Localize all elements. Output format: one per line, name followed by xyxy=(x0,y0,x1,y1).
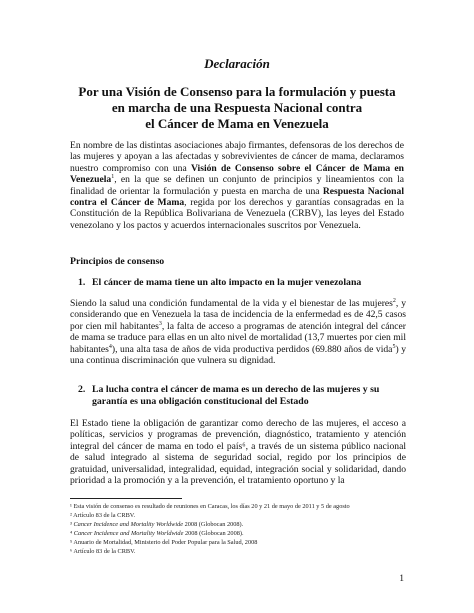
footnote-3-rest: 2008 (Globocan 2008). xyxy=(183,521,244,528)
footnote-divider xyxy=(70,498,182,499)
subtitle-line-3: el Cáncer de Mama en Venezuela xyxy=(145,116,329,131)
subtitle-line-1: Por una Visión de Consenso para la formulación y puesta xyxy=(78,84,396,99)
document-subtitle xyxy=(60,84,414,132)
footnote-4-source: Cancer Incidence and Mortality Worldwide xyxy=(73,530,184,537)
subtitle-line-2: en marcha de una Respuesta Nacional contra xyxy=(111,100,363,115)
intro-bold-vision: Visión de Consenso sobre el Cáncer de Mama en Venezuela xyxy=(70,162,404,186)
footnote-ref-3: 3 xyxy=(158,320,162,327)
footnote-ref-5: 5 xyxy=(392,343,396,350)
p1-text-4: ), una alta tasa de años de vida productiva perdidos (69.880 años de vida xyxy=(111,343,393,355)
footnote-4 xyxy=(70,529,410,538)
intro-text-2: , en la que se definen un conjunto de principios y lineamientos con la finalidad de orientar la formulación y puesta en marcha de una xyxy=(70,174,404,197)
footnote-6: ⁶ Artículo 83 de la CRBV. xyxy=(70,548,136,555)
footnote-4-rest: 2008 (Globocan 2008). xyxy=(183,530,244,537)
document-title: Declaración xyxy=(204,56,270,71)
principles-heading: Principios de consenso xyxy=(70,256,165,267)
p1-text-2: , y considerando que en Venezuela la tasa de incidencia de la enfermedad es de 42,5 casos por cien mil habitantes xyxy=(70,298,406,332)
footnote-ref-2: 2 xyxy=(392,297,396,304)
principle-1-title: El cáncer de mama tiene un alto impacto en la mujer venezolana xyxy=(92,277,362,288)
principle-2-number: 2. xyxy=(78,384,86,395)
footnote-3-source: Cancer Incidence and Mortality Worldwide xyxy=(73,521,184,528)
principle-2-title: La lucha contra el cáncer de mama es un derecho de las mujeres y su garantía es una obligación constitucional del Estado xyxy=(92,384,380,407)
footnote-3-mark: ³ xyxy=(70,521,74,528)
footnotes-list xyxy=(70,502,410,556)
principle-1-number: 1. xyxy=(78,277,86,288)
principle-1-paragraph xyxy=(70,298,406,366)
page-number: 1 xyxy=(399,573,404,584)
footnote-ref-4: 4 xyxy=(108,343,112,350)
footnote-2: ² Artículo 83 de la CRBV. xyxy=(70,512,136,519)
principle-1-heading xyxy=(78,277,404,289)
intro-text-3: , regida por los derechos y garantías consagradas en la Constitución de la República Bolivariana de Venezuela (CRBV), las leyes del Estado venezolano y los pactos y acuerdos internacionales suscritos por Venezuela. xyxy=(70,197,404,231)
footnote-3 xyxy=(70,520,410,529)
intro-text-1: En nombre de las distintas asociaciones abajo firmantes, defensoras de los derechos de las mujeres y apoyan a las afectadas y sobrevivientes de cáncer de mama, declaramos nuestro compromiso con una xyxy=(70,140,404,174)
footnote-ref-1: 1 xyxy=(111,174,115,181)
footnote-5: ⁵ Anuario de Mortalidad, Ministerio del Poder Popular para la Salud, 2008 xyxy=(70,539,258,546)
p1-text-1: Siendo la salud una condición fundamental de la vida y el bienestar de las mujeres xyxy=(70,298,393,309)
footnote-4-mark: ⁴ xyxy=(70,530,74,537)
principle-2-paragraph: El Estado tiene la obligación de garantizar como derecho de las mujeres, el acceso a políticas, servicios y programas de prevención, diagnóstico, tratamiento y atención integral del cáncer de mama en todo el país⁶, a través de un sistema público nacional de salud integrado al sistema de seguridad social, regido por los principios de gratuidad, universalidad, integralidad, equidad, integración social y solidaridad, dando prioridad a la promoción y a la prevención, el tratamiento oportuno y la xyxy=(70,418,406,487)
p1-text-3: , la falta de acceso a programas de atención integral del cáncer de mama se traduce para ellas en un alto nivel de mortalidad (13,7 muertes por cien mil habitantes xyxy=(70,320,406,355)
p1-text-5: ) y una continua discriminación que vulnera su dignidad. xyxy=(70,343,407,367)
intro-paragraph xyxy=(70,140,404,231)
footnote-1: ¹ Esta visión de consenso es resultado de reuniones en Caracas, los días 20 y 21 de mayo de 2011 y 5 de agosto xyxy=(70,503,350,510)
principle-2-heading xyxy=(78,384,404,407)
intro-bold-respuesta: Respuesta Nacional contra el Cáncer de Mama xyxy=(70,185,404,209)
